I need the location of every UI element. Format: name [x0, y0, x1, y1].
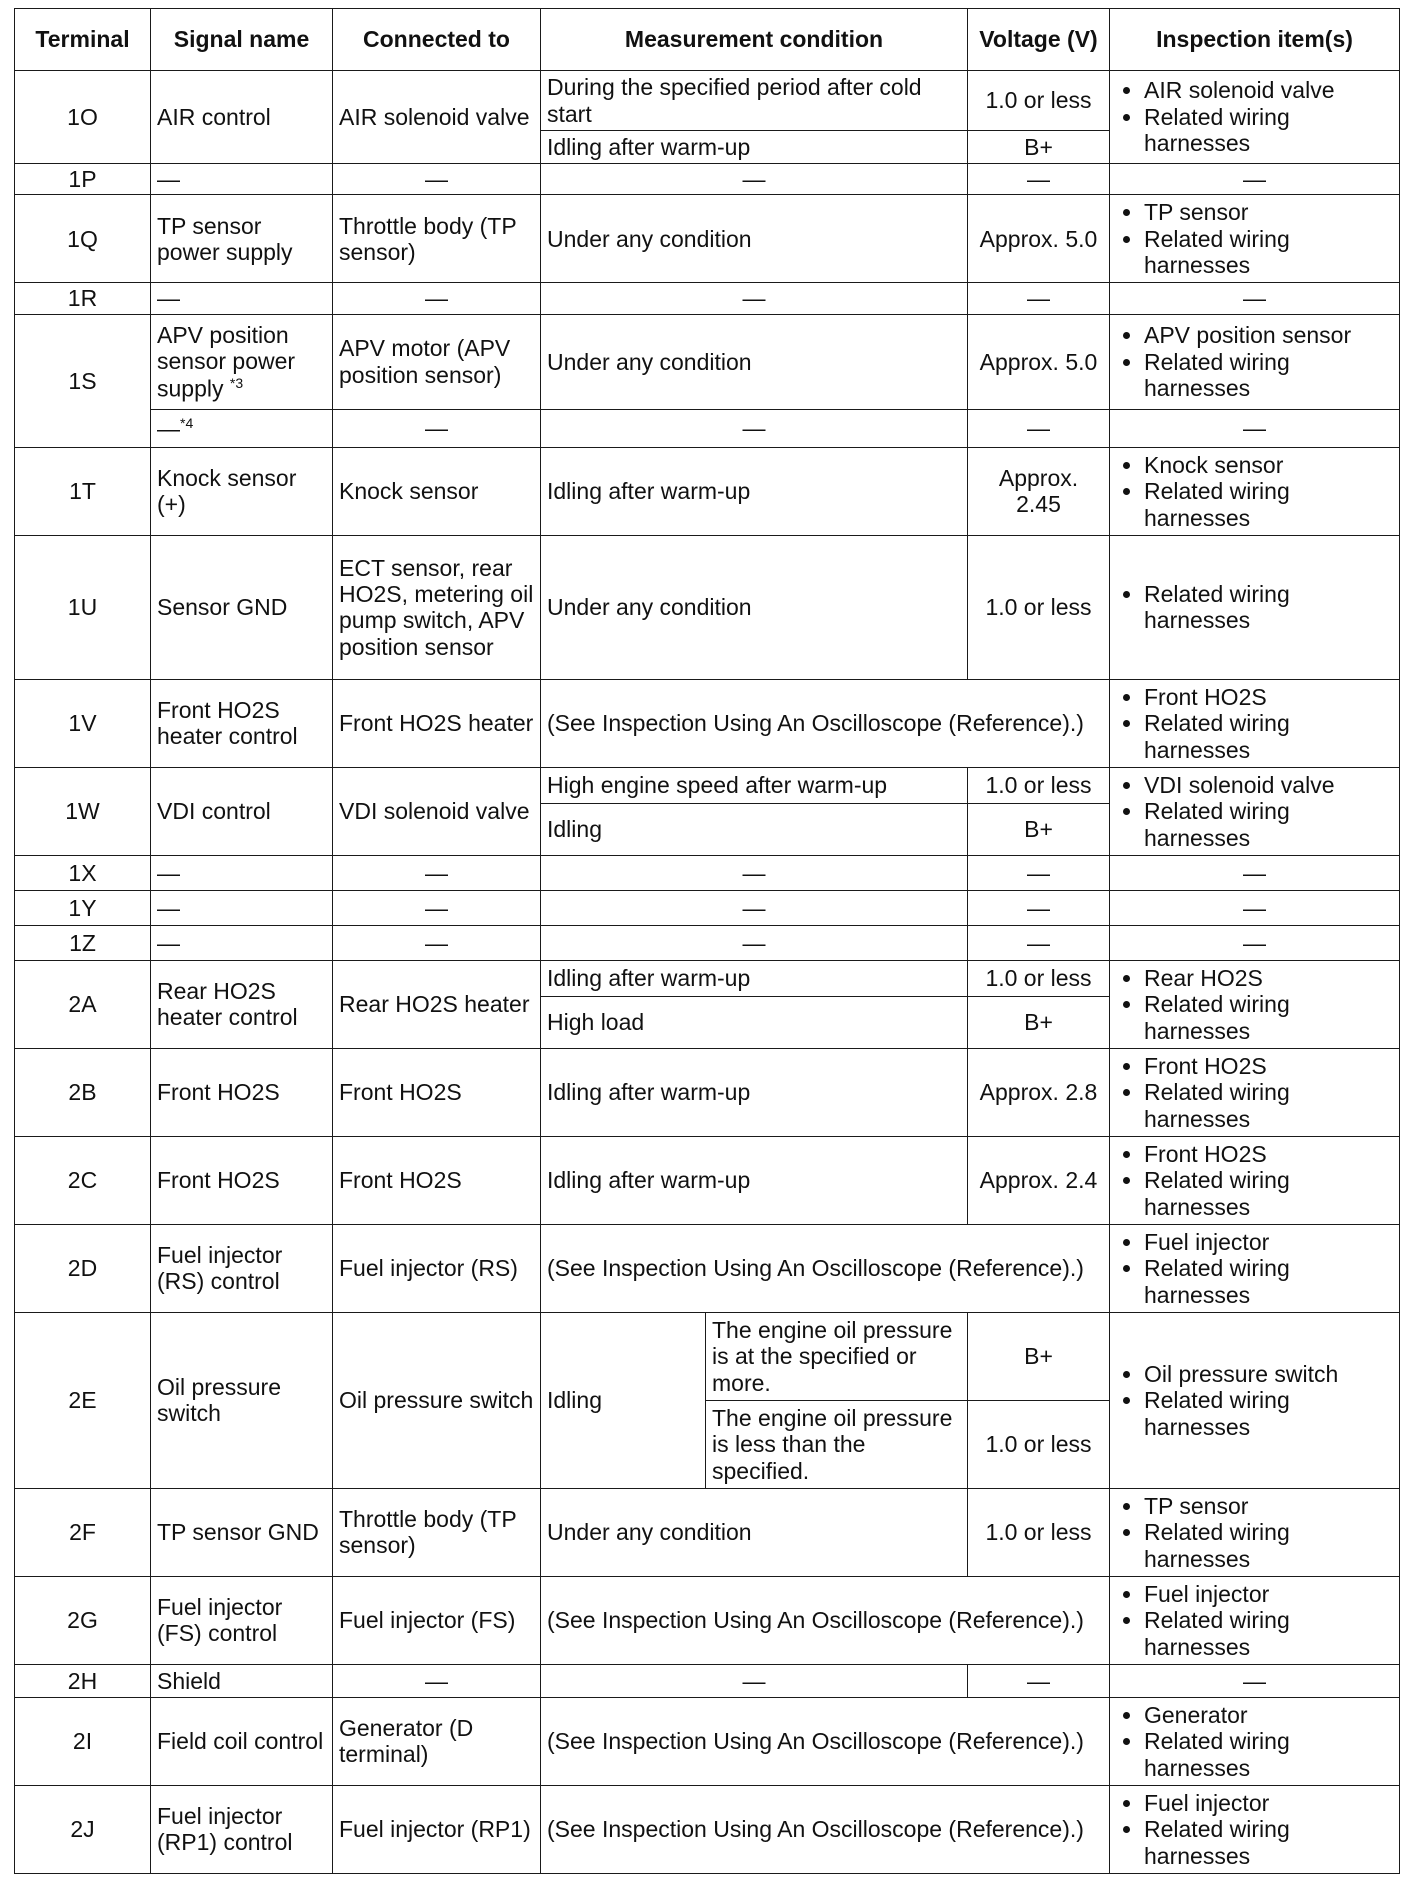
- voltage-cell: —: [968, 283, 1110, 314]
- terminal-cell: 1P: [15, 164, 151, 195]
- inspection-item: • Fuel injector: [1144, 1229, 1393, 1255]
- terminal-cell: 2A: [15, 960, 151, 1048]
- inspection-cell: [1110, 1136, 1400, 1224]
- inspection-item: • Related wiring harnesses: [1144, 581, 1393, 634]
- table-row: [15, 1488, 1400, 1576]
- signal-cell: Fuel injector (FS) control: [151, 1576, 333, 1664]
- inspection-item: • AIR solenoid valve: [1144, 77, 1393, 103]
- inspection-cell: —: [1110, 925, 1400, 960]
- connected-cell: —: [333, 409, 541, 447]
- connected-cell: Knock sensor: [333, 447, 541, 535]
- inspection-item: • Related wiring harnesses: [1144, 478, 1393, 531]
- connected-cell: Front HO2S: [333, 1048, 541, 1136]
- terminal-cell: 2B: [15, 1048, 151, 1136]
- voltage-cell: —: [968, 925, 1110, 960]
- condition-cell: Idling: [541, 803, 968, 855]
- condition-cell: —: [541, 1664, 968, 1697]
- condition-cell: Idling after warm-up: [541, 960, 968, 996]
- header-voltage: Voltage (V): [968, 9, 1110, 71]
- table-row: [15, 1576, 1400, 1664]
- voltage-cell: Approx. 2.45: [968, 447, 1110, 535]
- connected-cell: —: [333, 855, 541, 890]
- signal-cell: [151, 409, 333, 447]
- connected-cell: Fuel injector (RP1): [333, 1785, 541, 1873]
- inspection-item: • Related wiring harnesses: [1144, 349, 1393, 402]
- terminal-cell: 1S: [15, 314, 151, 447]
- voltage-cell: 1.0 or less: [968, 1488, 1110, 1576]
- condition-cell: —: [541, 925, 968, 960]
- subcondition-cell: The engine oil pressure is less than the specified.: [706, 1400, 968, 1488]
- voltage-cell: 1.0 or less: [968, 960, 1110, 996]
- terminal-cell: 2C: [15, 1136, 151, 1224]
- connected-cell: APV motor (APV position sensor): [333, 314, 541, 409]
- header-connected-to: Connected to: [333, 9, 541, 71]
- terminal-cell: 2J: [15, 1785, 151, 1873]
- voltage-cell: Approx. 5.0: [968, 195, 1110, 283]
- inspection-cell: [1110, 195, 1400, 283]
- inspection-cell: —: [1110, 409, 1400, 447]
- signal-cell: Field coil control: [151, 1697, 333, 1785]
- table-row: [15, 283, 1400, 314]
- table-row: [15, 1664, 1400, 1697]
- signal-cell: —: [151, 164, 333, 195]
- condition-cell: —: [541, 164, 968, 195]
- table-row: [15, 1136, 1400, 1224]
- inspection-cell: [1110, 960, 1400, 1048]
- condition-cell: High engine speed after warm-up: [541, 767, 968, 803]
- voltage-cell: B+: [968, 131, 1110, 164]
- table-row: [15, 71, 1400, 131]
- signal-cell: Sensor GND: [151, 535, 333, 679]
- connected-cell: Front HO2S: [333, 1136, 541, 1224]
- terminal-cell: 1T: [15, 447, 151, 535]
- inspection-item: • TP sensor: [1144, 199, 1393, 225]
- terminal-cell: 2G: [15, 1576, 151, 1664]
- terminal-voltage-table: [14, 8, 1400, 1874]
- voltage-cell: 1.0 or less: [968, 71, 1110, 131]
- table-row: [15, 1048, 1400, 1136]
- connected-cell: Generator (D terminal): [333, 1697, 541, 1785]
- inspection-cell: [1110, 1312, 1400, 1488]
- inspection-item: • Related wiring harnesses: [1144, 1816, 1393, 1869]
- terminal-cell: 2H: [15, 1664, 151, 1697]
- inspection-item: • Front HO2S: [1144, 1141, 1393, 1167]
- condition-cell: —: [541, 855, 968, 890]
- voltage-cell: —: [968, 1664, 1110, 1697]
- inspection-cell: [1110, 447, 1400, 535]
- header-row: [15, 9, 1400, 71]
- terminal-cell: 1X: [15, 855, 151, 890]
- signal-cell: Shield: [151, 1664, 333, 1697]
- inspection-cell: [1110, 535, 1400, 679]
- subcondition-cell: The engine oil pressure is at the specified or more.: [706, 1312, 968, 1400]
- condition-cell: —: [541, 283, 968, 314]
- voltage-cell: —: [968, 855, 1110, 890]
- inspection-item: • Generator: [1144, 1702, 1393, 1728]
- condition-cell: Idling after warm-up: [541, 447, 968, 535]
- terminal-cell: 2F: [15, 1488, 151, 1576]
- table-row: [15, 960, 1400, 996]
- signal-cell: —: [151, 925, 333, 960]
- voltage-cell: B+: [968, 996, 1110, 1048]
- voltage-cell: —: [968, 164, 1110, 195]
- signal-cell: Front HO2S: [151, 1136, 333, 1224]
- inspection-cell: [1110, 314, 1400, 409]
- inspection-item: • Related wiring harnesses: [1144, 1255, 1393, 1308]
- terminal-cell: 2D: [15, 1224, 151, 1312]
- condition-cell: High load: [541, 996, 968, 1048]
- inspection-item: • Fuel injector: [1144, 1790, 1393, 1816]
- table-row: [15, 1697, 1400, 1785]
- table-row: [15, 195, 1400, 283]
- inspection-cell: [1110, 1697, 1400, 1785]
- voltage-cell: 1.0 or less: [968, 767, 1110, 803]
- condition-cell: —: [541, 409, 968, 447]
- condition-cell: (See Inspection Using An Oscilloscope (Reference).): [541, 1697, 1110, 1785]
- signal-cell: Oil pressure switch: [151, 1312, 333, 1488]
- connected-cell: Throttle body (TP sensor): [333, 1488, 541, 1576]
- connected-cell: AIR solenoid valve: [333, 71, 541, 164]
- inspection-item: • Related wiring harnesses: [1144, 1079, 1393, 1132]
- inspection-cell: [1110, 1785, 1400, 1873]
- terminal-cell: 2I: [15, 1697, 151, 1785]
- connected-cell: ECT sensor, rear HO2S, metering oil pump switch, APV position sensor: [333, 535, 541, 679]
- signal-cell: —: [151, 283, 333, 314]
- signal-cell: Front HO2S: [151, 1048, 333, 1136]
- signal-cell: Knock sensor (+): [151, 447, 333, 535]
- condition-cell: —: [541, 890, 968, 925]
- connected-cell: —: [333, 283, 541, 314]
- condition-cell: Idling: [541, 1312, 706, 1488]
- connected-cell: —: [333, 164, 541, 195]
- connected-cell: —: [333, 890, 541, 925]
- terminal-cell: 1Q: [15, 195, 151, 283]
- condition-cell: Under any condition: [541, 195, 968, 283]
- signal-cell: Front HO2S heater control: [151, 679, 333, 767]
- terminal-cell: 1R: [15, 283, 151, 314]
- table-row: [15, 890, 1400, 925]
- inspection-cell: —: [1110, 890, 1400, 925]
- voltage-cell: 1.0 or less: [968, 535, 1110, 679]
- inspection-item: • Related wiring harnesses: [1144, 226, 1393, 279]
- connected-cell: Throttle body (TP sensor): [333, 195, 541, 283]
- connected-cell: Rear HO2S heater: [333, 960, 541, 1048]
- inspection-cell: [1110, 679, 1400, 767]
- inspection-cell: —: [1110, 164, 1400, 195]
- inspection-cell: [1110, 1048, 1400, 1136]
- terminal-cell: 1Z: [15, 925, 151, 960]
- inspection-cell: [1110, 767, 1400, 855]
- table-row: [15, 409, 1400, 447]
- inspection-cell: —: [1110, 855, 1400, 890]
- terminal-cell: 1O: [15, 71, 151, 164]
- header-measurement-condition: Measurement condition: [541, 9, 968, 71]
- table-row: [15, 164, 1400, 195]
- signal-cell: Rear HO2S heater control: [151, 960, 333, 1048]
- voltage-cell: B+: [968, 803, 1110, 855]
- signal-text: APV position sensor power supply: [157, 321, 296, 402]
- voltage-cell: Approx. 2.4: [968, 1136, 1110, 1224]
- table-row: [15, 1785, 1400, 1873]
- terminal-cell: 1V: [15, 679, 151, 767]
- terminal-cell: 1U: [15, 535, 151, 679]
- connected-cell: Fuel injector (FS): [333, 1576, 541, 1664]
- voltage-cell: Approx. 5.0: [968, 314, 1110, 409]
- condition-cell: (See Inspection Using An Oscilloscope (Reference).): [541, 679, 1110, 767]
- header-terminal: Terminal: [15, 9, 151, 71]
- header-signal-name: Signal name: [151, 9, 333, 71]
- inspection-item: • Related wiring harnesses: [1144, 104, 1393, 157]
- voltage-cell: —: [968, 890, 1110, 925]
- inspection-item: • TP sensor: [1144, 1493, 1393, 1519]
- footnote-ref: *4: [180, 414, 194, 431]
- voltage-cell: B+: [968, 1312, 1110, 1400]
- inspection-item: • Related wiring harnesses: [1144, 1607, 1393, 1660]
- connected-cell: Front HO2S heater: [333, 679, 541, 767]
- inspection-item: • VDI solenoid valve: [1144, 772, 1393, 798]
- table-row: [15, 679, 1400, 767]
- inspection-item: • Front HO2S: [1144, 684, 1393, 710]
- signal-cell: —: [151, 890, 333, 925]
- condition-cell: Under any condition: [541, 314, 968, 409]
- terminal-cell: 2E: [15, 1312, 151, 1488]
- inspection-cell: [1110, 1576, 1400, 1664]
- signal-cell: TP sensor GND: [151, 1488, 333, 1576]
- condition-cell: Idling after warm-up: [541, 1048, 968, 1136]
- inspection-item: • Related wiring harnesses: [1144, 1519, 1393, 1572]
- inspection-cell: [1110, 1488, 1400, 1576]
- table-row: [15, 447, 1400, 535]
- connected-cell: Oil pressure switch: [333, 1312, 541, 1488]
- terminal-cell: 1Y: [15, 890, 151, 925]
- signal-cell: [151, 314, 333, 409]
- inspection-item: • Knock sensor: [1144, 452, 1393, 478]
- signal-cell: Fuel injector (RS) control: [151, 1224, 333, 1312]
- inspection-item: • Front HO2S: [1144, 1053, 1393, 1079]
- condition-cell: During the specified period after cold start: [541, 71, 968, 131]
- voltage-cell: —: [968, 409, 1110, 447]
- inspection-item: • APV position sensor: [1144, 322, 1393, 348]
- table-row: [15, 855, 1400, 890]
- condition-cell: Idling after warm-up: [541, 131, 968, 164]
- condition-cell: Under any condition: [541, 535, 968, 679]
- inspection-item: • Related wiring harnesses: [1144, 710, 1393, 763]
- connected-cell: VDI solenoid valve: [333, 767, 541, 855]
- inspection-item: • Rear HO2S: [1144, 965, 1393, 991]
- signal-cell: TP sensor power supply: [151, 195, 333, 283]
- inspection-item: • Related wiring harnesses: [1144, 1728, 1393, 1781]
- footnote-ref: *3: [229, 374, 244, 391]
- dash-text: —: [157, 415, 180, 442]
- connected-cell: —: [333, 1664, 541, 1697]
- inspection-item: • Fuel injector: [1144, 1581, 1393, 1607]
- signal-cell: —: [151, 855, 333, 890]
- table-row: [15, 925, 1400, 960]
- signal-cell: Fuel injector (RP1) control: [151, 1785, 333, 1873]
- terminal-cell: 1W: [15, 767, 151, 855]
- inspection-cell: [1110, 1224, 1400, 1312]
- inspection-item: • Related wiring harnesses: [1144, 1387, 1393, 1440]
- header-inspection-items: Inspection item(s): [1110, 9, 1400, 71]
- inspection-item: • Related wiring harnesses: [1144, 1167, 1393, 1220]
- voltage-cell: Approx. 2.8: [968, 1048, 1110, 1136]
- inspection-cell: —: [1110, 1664, 1400, 1697]
- connected-cell: —: [333, 925, 541, 960]
- inspection-cell: [1110, 71, 1400, 164]
- inspection-item: • Related wiring harnesses: [1144, 991, 1393, 1044]
- condition-cell: Under any condition: [541, 1488, 968, 1576]
- table-row: [15, 535, 1400, 679]
- table-row: [15, 1224, 1400, 1312]
- inspection-cell: —: [1110, 283, 1400, 314]
- inspection-item: • Oil pressure switch: [1144, 1361, 1393, 1387]
- condition-cell: Idling after warm-up: [541, 1136, 968, 1224]
- table-row: [15, 314, 1400, 409]
- signal-cell: VDI control: [151, 767, 333, 855]
- condition-cell: (See Inspection Using An Oscilloscope (Reference).): [541, 1224, 1110, 1312]
- table-row: [15, 767, 1400, 803]
- inspection-item: • Related wiring harnesses: [1144, 798, 1393, 851]
- connected-cell: Fuel injector (RS): [333, 1224, 541, 1312]
- condition-cell: (See Inspection Using An Oscilloscope (Reference).): [541, 1785, 1110, 1873]
- condition-cell: (See Inspection Using An Oscilloscope (Reference).): [541, 1576, 1110, 1664]
- voltage-cell: 1.0 or less: [968, 1400, 1110, 1488]
- table-row: [15, 1312, 1400, 1400]
- signal-cell: AIR control: [151, 71, 333, 164]
